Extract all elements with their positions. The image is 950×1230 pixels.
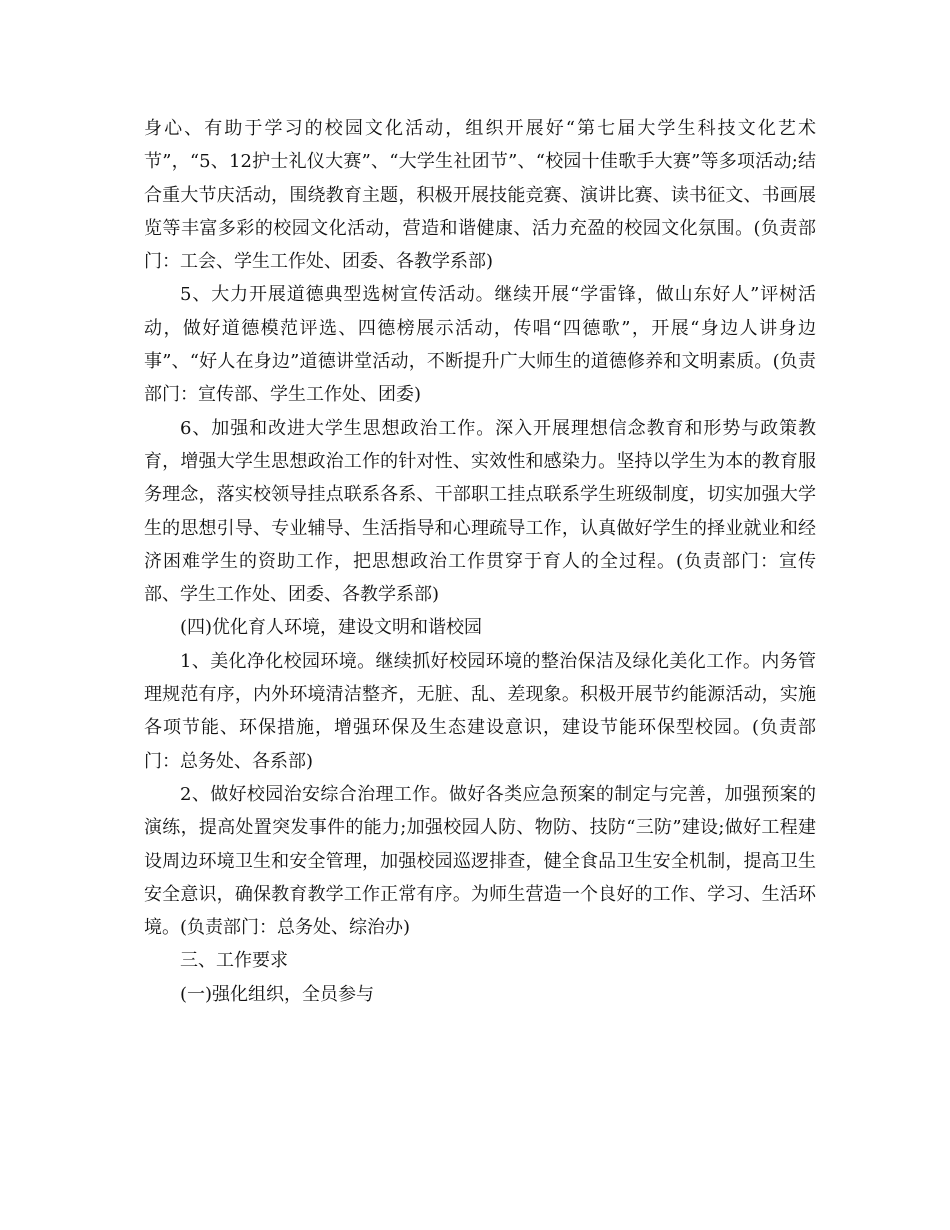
paragraph-item-6-ideological-work: 6、加强和改进大学生思想政治工作。深入开展理想信念教育和形势与政策教育，增强大学生思想政治工作的针对性、实效性和感染力。坚持以学生为本的教育服务理念，落实校领导挂点联系各系、干部职工挂点联系学生班级制度，切实加强大学生的思想引导、专业辅导、生活指导和心理疏导工作，认真做好学生的择业就业和经济困难学生的资助工作，把思想政治工作贯穿于育人的全过程。(负责部门：宣传部、学生工作处、团委、各教学系部)	[144, 417, 816, 606]
paragraph-item-1-campus-environment: 1、美化净化校园环境。继续抓好校园环境的整治保洁及绿化美化工作。内务管理规范有序，内外环境清洁整齐，无脏、乱、差现象。积极开展节约能源活动，实施各项节能、环保措施，增强环保及生态建设意识，建设节能环保型校园。(负责部门：总务处、各系部)	[144, 650, 816, 772]
paragraph-item-2-campus-security: 2、做好校园治安综合治理工作。做好各类应急预案的制定与完善，加强预案的演练，提高处置突发事件的能力;加强校园人防、物防、技防“三防”建设;做好工程建设周边环境卫生和安全管理，加强校园巡逻排查，健全食品卫生安全机制，提高卫生安全意识，确保教育教学工作正常有序。为师生营造一个良好的工作、学习、生活环境。(负责部门：总务处、综治办)	[144, 783, 816, 939]
subsection-heading-strengthen-organization: (一)强化组织，全员参与	[180, 983, 375, 1005]
paragraph-campus-culture-continued: 身心、有助于学习的校园文化活动，组织开展好“第七届大学生科技文化艺术节”，“5、12护士礼仪大赛”、“大学生社团节”、“校园十佳歌手大赛”等多项活动;结合重大节庆活动，围绕教育主题，积极开展技能竞赛、演讲比赛、读书征文、书画展览等丰富多彩的校园文化活动，营造和谐健康、活力充盈的校园文化氛围。(负责部门：工会、学生工作处、团委、各教学系部)	[144, 118, 816, 273]
paragraph-item-5-moral-models: 5、大力开展道德典型选树宣传活动。继续开展“学雷锋，做山东好人”评树活动，做好道德模范评选、四德榜展示活动，传唱“四德歌”，开展“身边人讲身边事”、“好人在身边”道德讲堂活动，不断提升广大师生的道德修养和文明素质。(负责部门：宣传部、学生工作处、团委)	[144, 284, 816, 406]
section-heading-optimize-environment: (四)优化育人环境，建设文明和谐校园	[180, 617, 483, 639]
section-heading-work-requirements: 三、工作要求	[180, 950, 288, 972]
document-body	[144, 112, 816, 1011]
